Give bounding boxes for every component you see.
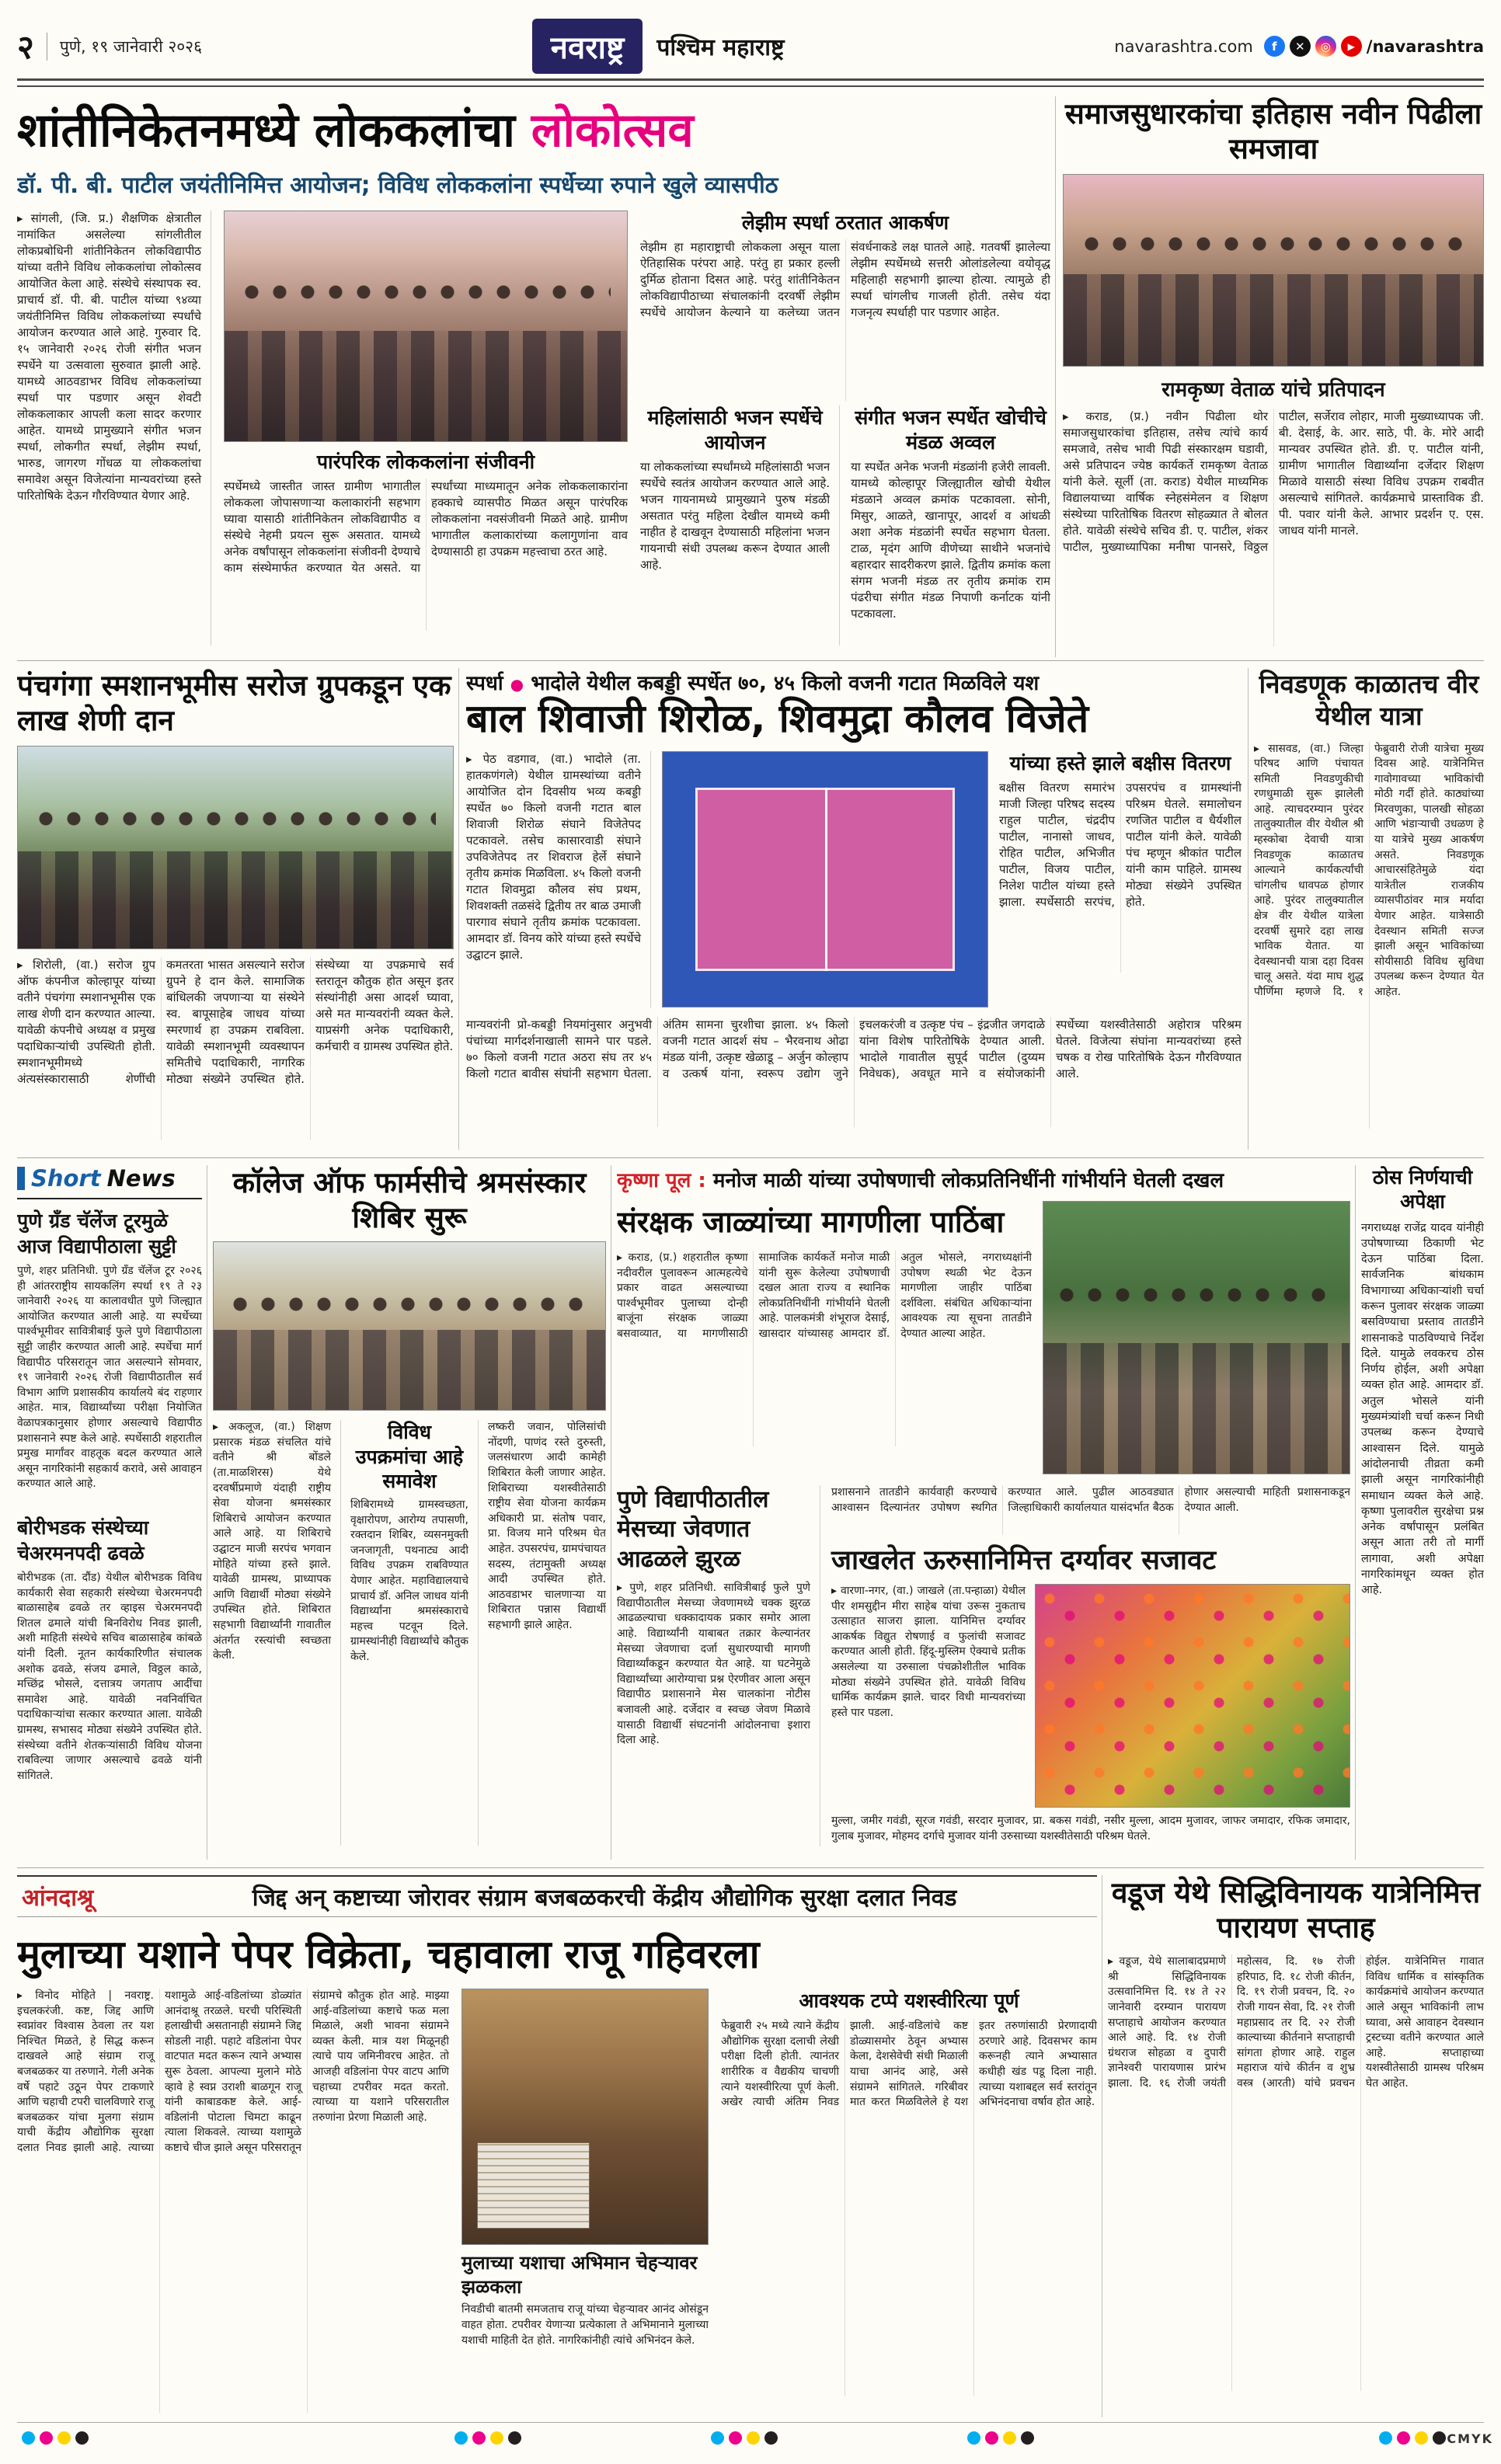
masthead <box>17 14 1484 81</box>
urus-story <box>831 1485 1350 1846</box>
kabaddi-photo <box>662 751 988 1008</box>
instagram-icon: ◎ <box>1315 36 1336 57</box>
college-content <box>213 1420 606 1846</box>
safety-net-left <box>617 1201 1032 1474</box>
paper-seller-content <box>17 1989 1097 2416</box>
column-rule <box>458 668 459 1150</box>
section-rule <box>17 1157 1484 1158</box>
shendi-body: ▸ शिरोली, (वा.) सरोज ग्रुप ऑफ कंपनीज कोल्हापूर यांच्या वतीने पंचगंगा स्मशानभूमीस एक लाख शेणी दान करण्यात आल्या. यावेळी कंपनीचे अध्यक्ष व प्रमुख पदाधिकाऱ्यांची उपस्थिती होती. स्मशानभूमीमध्ये अंत्यसंस्कारासाठी शेणींची कमतरता भासत असल्याने सरोज ग्रुपने हे दान केले. सामाजिक बांधिलकी जपणाऱ्या या संस्थेने स्व. बापूसाहेब जाधव यांच्या स्मरणार्थ हा उपक्रम राबविला. यावेळी स्मशानभूमी व्यवस्थापन समितीचे पदाधिकारी, नागरिक मोठ्या संख्येने उपस्थित होते. संस्थेच्या या उपक्रमाचे सर्व स्तरातून कौतुक होत असून इतर संस्थांनीही असा आदर्श घ्यावा, असे मत मान्यवरांनी व्यक्त केले. याप्रसंगी अनेक पदाधिकारी, कर्मचारी व ग्रामस्थ उपस्थित होते. <box>17 958 454 1087</box>
crowd-heads-graphic <box>1056 1283 1338 1307</box>
khochi-body: या स्पर्धेत अनेक भजनी मंडळांनी हजेरी लावली. यामध्ये कोल्हापूर जिल्ह्यातील खोची येथील मंडळाने अव्वल क्रमांक पटकावला. सोनी, मिसुर, आळते, खानापूर, आदर्श व आंधळी अशा अनेक मंडळांनी स्पर्धेत सहभाग घेतला. टाळ, मृदंग आणि वीणेच्या साथीने भजनांचे बहारदार सादरीकरण झाले. द्वितीय क्रमांक कला संगम भजनी मंडळ तर तृतीय क्रमांक राम पंढरीचा संगीत मंडळ निपाणी कर्नाटक यांनी पटकावला. <box>851 459 1050 621</box>
safety-net-body-continued: प्रशासनाने तातडीने कार्यवाही करण्याचे आश्वासन दिल्यानंतर उपोषण स्थगित करण्यात आले. पुढील आठवड्यात जिल्हाधिकारी कार्यालयात यासंदर्भात बैठक होणार असल्याची माहिती प्रशासनाकडून देण्यात आली. <box>831 1486 1350 1514</box>
kabaddi-kicker-label: स्पर्धा <box>466 672 503 695</box>
veer-yatra-story <box>1254 668 1484 1150</box>
crowd-heads-graphic <box>229 1293 590 1316</box>
krishna-pul-kicker <box>617 1165 1350 1193</box>
kicker-label: कृष्णा पूल : <box>617 1169 706 1192</box>
crowd-heads-graphic <box>241 280 611 304</box>
reformers-body: ▸ कराड, (प्र.) नवीन पिढीला थोर समाजसुधारकांचा इतिहास, तसेच त्यांचे कार्य समजावे, तसेच भावी पिढी संस्कारक्षम घडावी, असे प्रतिपादन ज्येष्ठ कार्यकर्ते रामकृष्ण वेताळ यांनी केले. सूर्ली (ता. कराड) येथील माध्यमिक विद्यालयाच्या वार्षिक स्नेहसंमेलन व शिक्षण संस्थेच्या पारितोषिक वितरण सोहळ्यात ते बोलत होते. यावेळी संस्थेचे सचिव डी. ए. पाटील, शंकर पाटील, मुख्याध्यापिका मनीषा पानसरे, विठ्ठल पाटील, सर्जेराव लोहार, माजी मुख्याध्यापक जी. बी. देसाई, के. आर. साठे, पी. के. मोरे आदी मान्यवर उपस्थित होते. डी. ए. पाटील यांनी, ग्रामीण भागातील विद्यार्थ्यांना दर्जेदार शिक्षण मिळावे यासाठी संस्था विविध उपक्रम राबवीत असल्याचे सांगितले. कार्यक्रमाचे प्रास्ताविक डी. पी. पवार यांनी केले. आभार प्रदर्शन ए. एस. जाधव यांनी मानले. <box>1063 409 1484 555</box>
short-news-item2-title: बोरीभडक संस्थेच्या चेअरमनपदी ढवळे <box>17 1516 149 1564</box>
website-url: navarashtra.com <box>1114 37 1253 56</box>
safety-net-content <box>617 1201 1350 1474</box>
short-news-item1-body: पुणे, शहर प्रतिनिधी. पुणे ग्रँड चॅलेंज टूर २०२६ ही आंतरराष्ट्रीय सायकलिंग स्पर्धा १९ ते २३ जानेवारी २०२६ या कालावधीत पुणे जिल्ह्यात आयोजित करण्यात आली आहे. या स्पर्धेच्या पार्श्वभूमीवर सावित्रीबाई फुले पुणे विद्यापीठाला सुट्टी जाहीर करण्यात आली आहे. स्पर्धेचा मार्ग विद्यापीठ परिसरातून जात असल्याने सोमवार, १९ जानेवारी २०२६ रोजी विद्यापीठातील सर्व विभाग आणि प्रशासकीय कार्यालये बंद राहणार आहेत. मात्र, विद्यार्थ्यांच्या परीक्षा नियोजित वेळापत्रकानुसार होणार असल्याचे विद्यापीठ प्रशासनाने स्पष्ट केले आहे. स्पर्धेसाठी शहरातील प्रमुख मार्गांवर वाहतूक बदल करण्यात आले असून नागरिकांनी सहकार्य करावे, असे आवाहन करण्यात आले आहे. <box>17 1265 202 1491</box>
milestones-heading: आवश्यक टप्पे यशस्वीरित्या पूर्ण <box>799 1989 1019 2012</box>
reformers-photo <box>1063 174 1484 367</box>
lezim-heading: लेझीम स्पर्धा ठरतात आकर्षण <box>741 211 949 234</box>
short-news-item1-title: पुणे ग्रँड चॅलेंज टूरमुळे आज विद्यापीठाला सुट्टी <box>17 1209 176 1258</box>
sidebox-body: नगराध्यक्ष राजेंद्र यादव यांनीही उपोषणाच्या ठिकाणी भेट देऊन पाठिंबा दिला. सार्वजनिक बांधकाम विभागाच्या अधिकाऱ्यांशी चर्चा करून पुलावर संरक्षक जाळ्या बसविण्याचा प्रस्ताव तातडीने शासनाकडे पाठविण्याचे निर्देश दिले. यामुळे लवकरच ठोस निर्णय होईल, अशी अपेक्षा व्यक्त होत आहे. आमदार डॉ. अतुल भोसले यांनी मुख्यमंत्र्यांशी चर्चा करून निधी उपलब्ध करून देण्याचे आश्वासन दिले. यामुळे आंदोलनाची तीव्रता कमी झाली असून नागरिकांनीही समाधान व्यक्त केले आहे. कृष्णा पुलावरील सुरक्षेचा प्रश्न अनेक वर्षांपासून प्रलंबित असून आता तरी तो मार्गी लागावा, अशी अपेक्षा नागरिकांमधून व्यक्त होत आहे. <box>1361 1221 1484 1597</box>
mahila-box <box>640 405 840 646</box>
veer-headline: निवडणूक काळातच वीर येथील यात्रा <box>1259 669 1479 732</box>
crowd-graphic <box>1064 274 1483 366</box>
mess-body: ▸ पुणे, शहर प्रतिनिधी. सावित्रीबाई फुले पुणे विद्यापीठातील मेसच्या जेवणामध्ये चक्क झुरळ आढळल्याचा धक्कादायक प्रकार समोर आला आहे. विद्यार्थ्यांनी याबाबत तक्रार केल्यानंतर मेसच्या जेवणाचा दर्जा सुधारण्याची मागणी विद्यार्थ्यांकडून करण्यात येत आहे. या घटनेमुळे विद्यार्थ्यांच्या आरोग्याचा प्रश्न ऐरणीवर आला असून विद्यापीठ प्रशासनाने मेस चालकांना नोटीस बजावली आहे. दर्जेदार व स्वच्छ जेवण मिळावे यासाठी विद्यार्थी संघटनांनी आंदोलनाचा इशारा दिला आहे. <box>617 1582 810 1747</box>
column-rule <box>1355 1165 1356 1860</box>
lead-subboxes <box>640 405 1050 646</box>
short-news-header <box>17 1165 202 1199</box>
khochi-box <box>851 405 1050 646</box>
urus-content <box>831 1584 1350 1808</box>
mess-headline: पुणे विद्यापीठातील मेसच्या जेवणात आढळले झुरळ <box>617 1486 769 1573</box>
anandashru-tag: आंनदाश्रू <box>22 1885 94 1912</box>
urus-names-caption: मुल्ला, जमीर गवंडी, सूरज गवंडी, सरदार मुजावर, प्रा. बकस गवंडी, नसीर मुल्ला, आदम मुजावर, जाफर जमादार, रफिक जमादार, गुलाब मुजावर, मोहमद दर्गाचे मुजावर यांनी उरुसाच्या यशस्वीतेसाठी परिश्रम घेतले. <box>831 1815 1350 1843</box>
sidebox-heading: ठोस निर्णयाची अपेक्षा <box>1372 1166 1473 1213</box>
section-rule <box>17 660 1484 661</box>
shendi-headline: पंचगंगा स्मशानभूमीस सरोज ग्रुपकडून एक लाख शेणी दान <box>17 669 451 738</box>
kabaddi-bottom-body: मान्यवरांनी प्रो-कबड्डी नियमांनुसार अनुभवी पंचांच्या मार्गदर्शनाखाली सामने पार पडले. ७० किलो वजनी गटात अठरा संघ तर ४५ किलो गटात बावीस संघांनी सहभाग घेतला. अंतिम सामना चुरशीचा झाला. ४५ किलो वजनी गटात आदर्श संघ – भैरवनाथ ओढा मंडळ यांनी, उत्कृष्ट खेळाडू – अर्जुन कोल्हाप व उत्कर्ष यांना, स्वरूप उद्योग जुने इचलकरंजी व उत्कृष्ट पंच – इंद्रजीत जगदाळे यांना विशेष पारितोषिके देण्यात आली. भादोले गावातील सुपूर्द पाटील (दुय्यम निवेधक), अवधूत माने व संयोजकांनी स्पर्धेच्या यशस्वीतेसाठी अहोरात्र परिश्रम घेतले. विजेत्या संघांना मान्यवरांच्या हस्ते चषक व रोख पारितोषिके देऊन गौरविण्यात आले. <box>466 1018 1242 1081</box>
expectation-sidebox <box>1361 1165 1484 1860</box>
shendi-photo <box>17 746 454 949</box>
flower-decoration-graphic <box>1036 1585 1350 1807</box>
cmyk-registration-dots <box>1379 2431 1446 2445</box>
page-number: २ <box>17 28 34 66</box>
column-rule <box>1248 668 1249 1150</box>
short-news-title-a: Short <box>31 1165 101 1192</box>
cmyk-registration-dots <box>711 2431 778 2445</box>
paper-seller-headline: मुलाच्या यशाने पेपर विक्रेता, चहावाला राजू गहिवरला <box>17 1932 760 1977</box>
cmyk-registration-dots <box>454 2431 521 2445</box>
safety-net-story <box>617 1165 1350 1860</box>
college-col2-body: शिबिरामध्ये ग्रामस्वच्छता, वृक्षारोपण, आरोग्य तपासणी, रक्तदान शिबिर, व्यसनमुक्ती जनजागृती, पथनाट्य आदी विविध उपक्रम राबविण्यात येणार आहेत. महाविद्यालयाचे प्राचार्य डॉ. अनिल जाधव यांनी विद्यार्थ्यांना श्रमसंस्काराचे महत्त्व पटवून दिले. ग्रामस्थांनीही विद्यार्थ्यांचे कौतुक केले. <box>350 1498 468 1663</box>
paper-seller-headline-wrap <box>17 1926 794 1982</box>
cisf-strip-headline: जिद्द अन् कष्टाच्या जोरावर संग्राम बजबळकरची केंद्रीय औद्योगिक सुरक्षा दलात निवड <box>252 1885 957 1912</box>
lead-photo <box>224 211 628 442</box>
youtube-icon: ▶ <box>1341 36 1362 57</box>
reformers-caption: रामकृष्ण वेताळ यांचे प्रतिपादन <box>1161 378 1385 402</box>
reformers-headline: समाजसुधारकांचा इतिहास नवीन पिढीला समजावा <box>1064 97 1482 166</box>
mahila-heading: महिलांसाठी भजन स्पर्धेचे आयोजन <box>647 406 823 454</box>
reformers-story <box>1063 96 1484 657</box>
kicker-text: मनोज माळी यांच्या उपोषणाची लोकप्रतिनिधींनी गांभीर्याने घेतली दखल <box>712 1169 1224 1192</box>
short-news-title-b: News <box>106 1165 176 1192</box>
sanjivani-heading: पारंपरिक लोककलांना संजीवनी <box>316 451 535 473</box>
kabaddi-mat-graphic <box>695 788 955 971</box>
x-icon: ✕ <box>1290 36 1311 57</box>
lead-story <box>17 96 1050 657</box>
header-rule <box>17 85 1484 87</box>
vaduj-headline: वडूज येथे सिद्धिविनायक यात्रेनिमित्त पारायण सप्ताह <box>1111 1876 1481 1945</box>
lead-photo-column <box>224 211 628 646</box>
lower-stories-row <box>617 1485 1350 1846</box>
short-news-item2-body: बोरीभडक (ता. दौंड) येथील बोरीभडक विविध कार्यकारी सेवा सहकारी संस्थेच्या चेअरमनपदी बाळासाहेब ढवळे तर व्हाइस चेअरमनपदी शितल ढमाले यांची बिनविरोध निवड झाली, अशी माहिती संस्थेचे सचिव बाळासाहेब कांबळे यांनी दिली. नूतन कार्यकारिणीत संचालक अशोक ढवळे, संजय ढमाले, विठ्ठल काळे, मच्छिंद्र भोसले, दत्तात्रय जगताप आदींचा समावेश आहे. यावेळी नवनिर्वाचित पदाधिकाऱ्यांचा सत्कार करण्यात आला. यावेळी ग्रामस्थ, सभासद मोठ्या संख्येने उपस्थित होते. संस्थेच्या वतीने शेतकऱ्यांसाठी विविध योजना राबविल्या जाणार असल्याचे ढवळे यांनी सांगितले. <box>17 1571 202 1782</box>
masthead-left <box>17 24 202 68</box>
college-col3: लष्करी जवान, पोलिसांची नोंदणी, पाणंद रस्ते दुरुस्ती, जलसंधारण आदी कामेही शिबिरात केली जाणार आहेत. शिबिराच्या यशस्वीतेसाठी राष्ट्रीय सेवा योजना कार्यक्रम अधिकारी प्रा. संतोष पवार, प्रा. विजय माने परिश्रम घेत आहेत. उपसरपंच, ग्रामपंचायत सदस्य, तंटामुक्ती अध्यक्ष आदी उपस्थित होते. आठवडाभर चालणाऱ्या या शिबिरात पन्नास विद्यार्थी सहभागी झाले आहेत. <box>488 1421 606 1631</box>
cmyk-label: CMYK <box>1447 2431 1493 2446</box>
vaduj-body: ▸ वडूज, येथे सालाबादप्रमाणे श्री सिद्धिविनायक उत्सवानिमित्त दि. १४ ते २२ जानेवारी दरम्यान पारायण सप्ताहाचे आयोजन करण्यात आले आहे. दि. १४ रोजी ग्रंथराज सोहळा व दुपारी ज्ञानेश्वरी पारायणास प्रारंभ झाला. दि. १६ रोजी जयंती महोत्सव, दि. १७ रोजी हरिपाठ, दि. १८ रोजी कीर्तन, दि. १९ रोजी प्रवचन, दि. २० रोजी गायन सेवा, दि. २१ रोजी महाप्रसाद तर दि. २२ रोजी काल्याच्या कीर्तनाने सप्ताहाची सांगता होणार आहे. राहुल महाराज यांचे कीर्तन व शुभ्र वस्त्र (आरती) यांचे प्रवचन होईल. यात्रेनिमित्त गावात विविध धार्मिक व सांस्कृतिक कार्यक्रमांचे आयोजन करण्यात आले असून भाविकांनी लाभ घ्यावा, असे आवाहन देवस्थान ट्रस्टच्या वतीने करण्यात आले आहे. सप्ताहाच्या यशस्वीतेसाठी ग्रामस्थ परिश्रम घेत आहेत. <box>1108 1955 1484 2090</box>
mahila-body: या लोककलांच्या स्पर्धांमध्ये महिलांसाठी भजन स्पर्धेचे स्वतंत्र आयोजन करण्यात आले आहे. भजन गायनामध्ये प्रामुख्याने पुरुष मंडळी असतात परंतु महिला देखील यामध्ये कमी नाहीत हे दाखवून देण्यासाठी महिलांना भजन गायनाची संधी उपलब्ध करून देण्यात आली आहे. <box>640 459 831 572</box>
short-news-column <box>17 1165 202 1860</box>
prize-heading: यांच्या हस्ते झाले बक्षीस वितरण <box>1009 752 1231 774</box>
urus-headline: जाखलेत ऊरुसानिमित्त दर्ग्यावर सजावट <box>831 1545 1217 1576</box>
shendi-donation-story <box>17 668 454 1150</box>
lead-headline-text: शांतीनिकेतनमध्ये लोककलांचा <box>17 103 515 158</box>
crowd-graphic <box>225 331 627 441</box>
kabaddi-story <box>466 668 1242 1150</box>
college-col1: ▸ अकलूज, (वा.) शिक्षण प्रसारक मंडळ संचलित यांचे वतीने श्री बोंडले (ता.माळशिरस) येथे दरवर्षीप्रमाणे यंदाही राष्ट्रीय सेवा योजना श्रमसंस्कार शिबिराचे आयोजन करण्यात आले आहे. या शिबिराचे उद्घाटन माजी सरपंच भगवान मोहिते यांच्या हस्ते झाले. यावेळी ग्रामस्थ, प्राध्यापक आणि विद्यार्थी मोठ्या संख्येने उपस्थित होते. शिबिरात सहभागी विद्यार्थ्यांनी गावातील अंतर्गत रस्त्यांची स्वच्छता केली. <box>213 1420 341 1846</box>
cmyk-registration-dots <box>967 2431 1034 2445</box>
lead-body: ▸ सांगली, (जि. प्र.) शैक्षणिक क्षेत्रातील नामांकित असलेल्या सांगलीतील लोकप्रबोधिनी शांतीनिकेतन लोकविद्यापीठ यांच्या वतीने विविध लोककलांचा लोकोत्सव आयोजित केला आहे. संस्थेचे संस्थापक स्व. प्राचार्य डॉ. पी. बी. पाटील यांच्या ९४व्या जयंतीनिमित्त विविध लोककलांच्या स्पर्धांचे आयोजन करण्यात आले आहे. गुरुवार दि. १५ जानेवारी २०२६ रोजी संगीत भजन स्पर्धेने या उत्सवाला सुरुवात झाली आहे. यामध्ये आठवडाभर विविध लोककलांच्या स्पर्धा पार पडणार असून शेवटी लोककलाकार आपली कला सादर करणार आहेत. यामध्ये प्रामुख्याने संगीत भजन स्पर्धा, लोकगीत स्पर्धा, लेझीम स्पर्धा, भारुड, जागरण गोंधळ या लोककलांचा समावेश असून विजेत्यांना मान्यवरांच्या हस्ते पारितोषिके देऊन गौरविण्यात येणार आहे. <box>17 211 211 646</box>
lead-right-column <box>640 211 1050 646</box>
urus-body: ▸ वारणा-नगर, (वा.) जाखले (ता.पन्हाळा) येथील पीर शमसुद्दीन मीरा साहेब यांचा उरूस नुकताच उत्साहात साजरा झाला. यानिमित्त दर्ग्यावर आकर्षक विद्युत रोषणाई व फुलांची सजावट करण्यात आली होती. हिंदू-मुस्लिम ऐक्याचे प्रतीक असलेल्या या उरुसाला पंचक्रोशीतील भाविक मोठ्या संख्येने उपस्थित होते. यावेळी विविध धार्मिक कार्यक्रम झाले. चादर विधी मान्यवरांच्या हस्ते पार पडला. <box>831 1585 1026 1719</box>
safety-net-headline: संरक्षक जाळ्यांच्या मागणीला पाठिंबा <box>617 1205 1005 1239</box>
photo-caption-heading: मुलाच्या यशाचा अभिमान चेहऱ्यावर झळकला <box>461 2252 698 2299</box>
kabaddi-prize-column <box>999 751 1242 1008</box>
paper-seller-photo-column <box>461 1989 709 2416</box>
photo-caption-body: निवडीची बातमी समजताच राजू यांच्या चेहऱ्यावर आनंद ओसंडून वाहत होता. टपरीवर येणाऱ्या प्रत्येकाला ते अभिमानाने मुलाच्या यशाची माहिती देत होते. नागरिकांनीही त्यांचे अभिनंदन केले. <box>461 2303 709 2347</box>
veer-body: ▸ सासवड, (वा.) जिल्हा परिषद आणि पंचायत समिती निवडणुकीची रणधुमाळी सुरू झालेली आहे. त्याचदरम्यान पुरंदर तालुक्यातील वीर येथील श्री म्हस्कोबा देवाची यात्रा निवडणूक काळातच आल्याने कार्यकर्त्यांची चांगलीच धावपळ होणार आहे. पुरंदर तालुक्यातील क्षेत्र वीर येथील यात्रेला दरवर्षी सुमारे दहा लाख भाविक येतात. या देवस्थानची यात्रा दहा दिवस चालू असते. यंदा माघ शुद्ध पौर्णिमा म्हणजे दि. १ फेब्रुवारी रोजी यात्रेचा मुख्य दिवस आहे. यात्रेनिमित्त गावोगावच्या भाविकांची मोठी गर्दी होते. काठ्यांच्या मिरवणुका, पालखी सोहळा आणि भंडाऱ्याची उधळण हे या यात्रेचे मुख्य आकर्षण असते. निवडणूक आचारसंहितेमुळे यंदा यात्रेतील राजकीय व्यासपीठांवर मात्र मर्यादा येणार आहेत. यात्रेसाठी देवस्थान समिती सज्ज झाली असून भाविकांच्या सोयीसाठी विविध सुविधा उपलब्ध करून देण्यात येत आहेत. <box>1254 742 1484 998</box>
crowd-graphic <box>18 851 453 948</box>
crowd-graphic <box>214 1330 605 1411</box>
milestones-column <box>721 1989 1097 2416</box>
safety-net-photo <box>1043 1201 1350 1474</box>
newspapers-graphic <box>477 2142 590 2229</box>
college-photo <box>213 1241 606 1411</box>
prize-body: बक्षीस वितरण समारंभ माजी जिल्हा परिषद सदस्य राहुल पाटील, चंद्रदीप पाटील, नानासो जाधव, रोहित पाटील, अभिजीत पाटील, विजय पाटील, निलेश पाटील यांच्या हस्ते झाला. स्पर्धेसाठी सरपंच, उपसरपंच व ग्रामस्थांनी परिश्रम घेतले. समालोचन रणजित पाटील व धैर्यशील पाटील यांनी केले. यावेळी पंच म्हणून श्रीकांत पाटील यांनी काम पाहिले. ग्रामस्थ मोठ्या संख्येने उपस्थित होते. <box>999 781 1242 910</box>
facebook-icon: f <box>1264 36 1285 57</box>
college-subheading: विविध उपक्रमांचा आहे समावेश <box>355 1421 464 1492</box>
tea-stall-photo <box>461 1989 709 2245</box>
vaduj-story <box>1108 1875 1484 2417</box>
kabaddi-kicker-text: भादोले येथील कबड्डी स्पर्धेत ७०, ४५ किलो वजनी गटात मिळविले यश <box>531 672 1040 695</box>
kabaddi-headline: बाल शिवाजी शिरोळ, शिवमुद्रा कौलव विजेते <box>466 696 1089 741</box>
masthead-right <box>1114 36 1484 57</box>
brand-logo: नवराष्ट्र <box>532 19 643 74</box>
kabaddi-kicker <box>466 668 1242 696</box>
print-registration-footer <box>0 2428 1501 2452</box>
lead-content <box>17 211 1050 646</box>
college-headline: कॉलेज ऑफ फार्मसीचे श्रमसंस्कार शिबिर सुरू <box>232 1166 587 1235</box>
bullet-icon: ● <box>510 675 524 694</box>
lezim-body: लेझीम हा महाराष्ट्राची लोककला असून याला ऐतिहासिक परंपरा आहे. परंतु हा प्रकार हल्ली दुर्मिळ होताना दिसत आहे. परंतु शांतीनिकेतन लोकविद्यापीठाच्या संचालकांनी दरवर्षी लेझीम स्पर्धेचे आयोजन केल्याने या कलेच्या जतन संवर्धनाकडे लक्ष घातले आहे. गतवर्षी झालेल्या लेझीम स्पर्धेमध्ये सत्तरी ओलांडलेल्या वयोवृद्ध महिलाही सहभागी झाल्या होत्या. त्यामुळे ही स्पर्धा चांगलीच गाजली होती. तसेच यंदा गजनृत्य स्पर्धाही पार पडणार आहेत. <box>640 240 1050 320</box>
college-col2 <box>350 1420 479 1846</box>
edition-title: पश्चिम महाराष्ट्र <box>656 34 785 61</box>
crowd-heads-graphic <box>35 807 435 830</box>
lead-headline <box>17 96 1050 160</box>
paper-seller-body: ▸ विनोद मोहिते | नवराष्ट्र. इचलकरंजी. कष्ट, जिद्द आणि स्वप्नांवर विश्वास ठेवला तर यश निश्चित मिळते, हे सिद्ध करून दाखवले आहे संग्राम राजू बजबळकर या तरुणाने. गेली अनेक वर्षे पहाटे उठून पेपर टाकणारे आणि चहाची टपरी चालविणारे राजू बजबळकर यांचा मुलगा संग्राम याची केंद्रीय औद्योगिक सुरक्षा दलात निवड झाली आहे. त्याच्या यशामुळे आई-वडिलांच्या डोळ्यांत आनंदाश्रू तरळले. घरची परिस्थिती हलाखीची असतानाही संग्रामने जिद्द सोडली नाही. पहाटे वडिलांना पेपर वाटपात मदत करून त्याने अभ्यास सुरू ठेवला. आपल्या मुलाने मोठे व्हावे हे स्वप्न उराशी बाळगून राजू यांनी काबाडकष्ट केले. आई-वडिलांनी पोटाला चिमटा काढून त्याला शिकवले. त्याच्या यशामुळे कष्टाचे चीज झाले असून परिसरातून संग्रामचे कौतुक होत आहे. माझ्या आई-वडिलांच्या कष्टाचे फळ मला मिळाले, अशी भावना संग्रामने व्यक्त केली. मात्र यश मिळूनही त्याचे पाय जमिनीवरच आहेत. तो आजही वडिलांना पेपर वाटप आणि चहाच्या टपरीवर मदत करतो. त्याच्या या यशाने परिसरातील तरुणांना प्रेरणा मिळाली आहे. <box>17 1989 449 2154</box>
crowd-graphic <box>1043 1343 1350 1474</box>
column-rule <box>1055 96 1056 657</box>
social-handle: /navarashtra <box>1366 37 1484 56</box>
kabaddi-body: ▸ पेठ वडगाव, (वा.) भादोले (ता. हातकणंगले) येथील ग्रामस्थांच्या वतीने आयोजित दोन दिवसीय भव्य कबड्डी स्पर्धेत ७० किलो वजनी गटात बाल शिवाजी शिरोळ संघाने विजेतेपद पटकावले. तसेच कासारवाडी संघाने उपविजेतेपद तर शिवराज हेर्ले संघाने तृतीय क्रमांक मिळविला. ४५ किलो वजनी गटात शिवमुद्रा कौलव संघ प्रथम, शिवशक्ती तळसंदे द्वितीय तर बाळ उमाजी पारगाव संघाने तृतीय क्रमांक पटकावला. आमदार डॉ. विनय कोरे यांच्या हस्ते स्पर्धेचे उद्घाटन झाले. <box>466 751 651 1008</box>
lead-subhead: डॉ. पी. बी. पाटील जयंतीनिमित्त आयोजन; विविध लोककलांना स्पर्धेच्या रुपाने खुले व्यासपीठ <box>17 172 778 198</box>
crowd-heads-graphic <box>1081 232 1467 256</box>
footer-rule <box>17 2422 1484 2423</box>
short-news-bar-icon <box>17 1167 25 1190</box>
kabaddi-content <box>466 751 1242 1008</box>
sanjivani-body: स्पर्धेमध्ये जास्तीत जास्त ग्रामीण भागातील लोककला जोपासणाऱ्या कलाकारांनी सहभाग घ्यावा यासाठी शांतीनिकेतन लोकविद्यापीठ व संस्थेचे नेहमी प्रयत्न सुरू असतात. यामध्ये अनेक वर्षांपासून लोककलांना संजीवनी देण्याचे काम संस्थेमार्फत करण्यात येत असते. या स्पर्धांच्या माध्यमातून अनेक लोककलाकारांना हक्काचे व्यासपीठ मिळत असून पारंपरिक लोककलांना नवसंजीवनी मिळते आहे. ग्रामीण भागातील कलाकारांच्या कलागुणांना वाव देण्यासाठी हा उपक्रम महत्त्वाचा ठरत आहे. <box>224 479 628 576</box>
anandashru-strip <box>17 1875 1097 1917</box>
milestones-body: फेब्रुवारी २५ मध्ये त्याने केंद्रीय औद्योगिक सुरक्षा दलाची लेखी परीक्षा दिली होती. त्यानंतर शारीरिक व वैद्यकीय चाचणी त्याने यशस्वीरित्या पूर्ण केली. अखेर त्याची अंतिम निवड झाली. आई-वडिलांचे कष्ट डोळ्यासमोर ठेवून अभ्यास केला, देशसेवेची संधी मिळाली याचा आनंद आहे, असे संग्रामने सांगितले. गरिबीवर मात करत मिळविलेले हे यश इतर तरुणांसाठी प्रेरणादायी ठरणारे आहे. दिवसभर काम करूनही त्याने अभ्यासात कधीही खंड पडू दिला नाही. त्याच्या यशाबद्दल सर्व स्तरांतून अभिनंदनाचा वर्षाव होत आहे. <box>721 2020 1097 2109</box>
safety-net-body: ▸ कराड, (प्र.) शहरातील कृष्णा नदीवरील पुलावरून आत्महत्येचे प्रकार वाढत असल्याच्या पार्श्वभूमीवर पुलाच्या दोन्ही बाजूंना संरक्षक जाळ्या बसवाव्यात, या मागणीसाठी सामाजिक कार्यकर्ते मनोज माळी यांनी सुरू केलेल्या उपोषणाची दखल आता राज्य व स्थानिक लोकप्रतिनिधींनी गांभीर्याने घेतली आहे. पालकमंत्री शंभूराज देसाई, खासदार यांच्यासह आमदार डॉ. अतुल भोसले, नगराध्यक्षांनी उपोषण स्थळी भेट देऊन मागणीला जाहीर पाठिंबा दर्शविला. संबंधित अधिकाऱ्यांना आवश्यक त्या सूचना तातडीने देण्यात आल्या आहेत. <box>617 1251 1032 1340</box>
masthead-center <box>532 19 785 74</box>
section-rule <box>17 1867 1484 1868</box>
date-line: पुणे, १९ जानेवारी २०२६ <box>59 37 202 56</box>
lead-headline-accent: लोकोत्सव <box>531 103 694 158</box>
cmyk-registration-dots <box>22 2431 89 2445</box>
khochi-heading: संगीत भजन स्पर्धेत खोचीचे मंडळ अव्वल <box>855 406 1047 454</box>
urus-photo <box>1035 1584 1350 1808</box>
college-camp-story <box>213 1165 606 1860</box>
mess-story <box>617 1485 820 1846</box>
